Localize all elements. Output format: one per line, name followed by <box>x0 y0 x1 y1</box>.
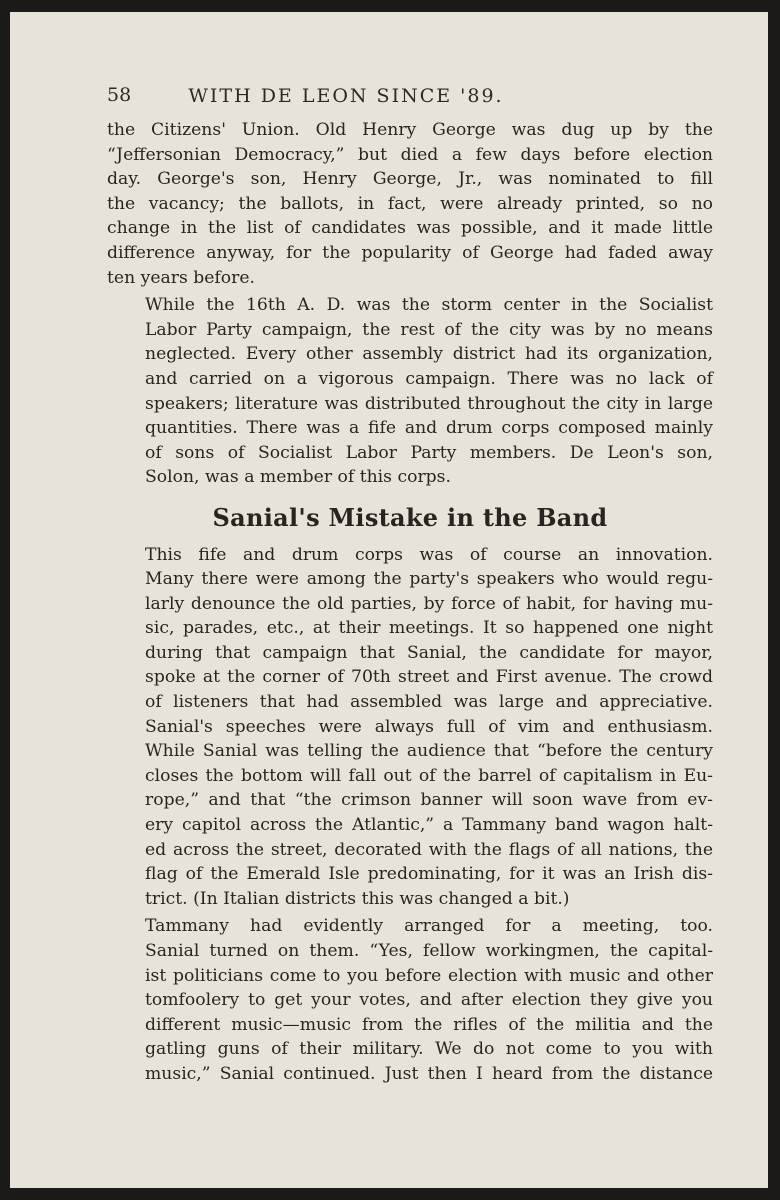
text-line: Tammany had evidently arranged for a meeting, too. <box>145 916 713 937</box>
book-page <box>10 12 768 1188</box>
text-line: Sanial's speeches were always full of vim and enthusiasm. <box>145 716 713 737</box>
page-number: 58 <box>107 84 132 106</box>
text-line: closes the bottom will fall out of the barrel of capitalism in Eu- <box>145 765 713 786</box>
paragraph-1 <box>107 118 713 290</box>
text-line: sic, parades, etc., at their meetings. It so happened one night <box>145 618 713 639</box>
text-line: spoke at the corner of 70th street and First avenue. The crowd <box>145 667 713 688</box>
text-line: neglected. Every other assembly district had its organization, <box>145 344 713 365</box>
text-line: and carried on a vigorous campaign. There was no lack of <box>145 368 713 389</box>
text-line: during that campaign that Sanial, the candidate for mayor, <box>145 642 713 663</box>
text-line: tomfoolery to get your votes, and after election they give you <box>145 990 713 1011</box>
body-text <box>107 118 713 1087</box>
text-line: larly denounce the old parties, by force of habit, for having mu- <box>145 593 713 614</box>
text-line: change in the list of candidates was possible, and it made little <box>107 218 713 239</box>
text-line: rope,” and that “the crimson banner will soon wave from ev- <box>145 790 713 811</box>
text-line: While Sanial was telling the audience that “before the century <box>145 741 713 762</box>
paragraph-4 <box>107 914 713 1086</box>
text-line: trict. (In Italian districts this was changed a bit.) <box>145 888 570 909</box>
text-line: ery capitol across the Atlantic,” a Tammany band wagon halt- <box>145 815 713 836</box>
text-line: quantities. There was a fife and drum corps composed mainly <box>145 418 713 439</box>
text-line: “Jeffersonian Democracy,” but died a few days before election <box>107 144 713 165</box>
text-line: This fife and drum corps was of course an innovation. <box>145 544 713 565</box>
text-line: of listeners that had assembled was large and appreciative. <box>145 692 713 713</box>
text-line: flag of the Emerald Isle predominating, for it was an Irish dis- <box>145 864 713 885</box>
text-line: ten years before. <box>107 267 255 288</box>
text-line: gatling guns of their military. We do not come to you with <box>145 1039 713 1060</box>
paragraph-3 <box>107 543 713 912</box>
text-line: Sanial turned on them. “Yes, fellow workingmen, the capital- <box>145 941 713 961</box>
text-line: Solon, was a member of this corps. <box>145 467 451 488</box>
text-line: music,” Sanial continued. Just then I heard from the distance <box>145 1063 713 1084</box>
text-line: Labor Party campaign, the rest of the city was by no means <box>145 319 713 340</box>
text-line: different music—music from the rifles of the militia and the <box>145 1014 713 1035</box>
text-line: the Citizens' Union. Old Henry George was dug up by the <box>107 120 713 140</box>
text-line: ist politicians come to you before election with music and other <box>145 965 713 986</box>
text-line: difference anyway, for the popularity of George had faded away <box>107 242 713 263</box>
text-line: While the 16th A. D. was the storm center in the Socialist <box>145 295 713 316</box>
text-line: ed across the street, decorated with the flags of all nations, the <box>145 839 713 860</box>
section-heading: Sanial's Mistake in the Band <box>212 502 608 532</box>
paragraph-2 <box>107 293 713 490</box>
text-line: of sons of Socialist Labor Party members. De Leon's son, <box>145 442 713 463</box>
page-header <box>107 84 585 114</box>
text-line: speakers; literature was distributed throughout the city in large <box>145 393 713 414</box>
text-line: Many there were among the party's speakers who would regu- <box>145 569 713 590</box>
running-title: WITH DE LEON SINCE '89. <box>188 85 504 107</box>
text-line: the vacancy; the ballots, in fact, were already printed, so no <box>107 193 713 214</box>
text-line: day. George's son, Henry George, Jr., was nominated to fill <box>107 169 713 190</box>
